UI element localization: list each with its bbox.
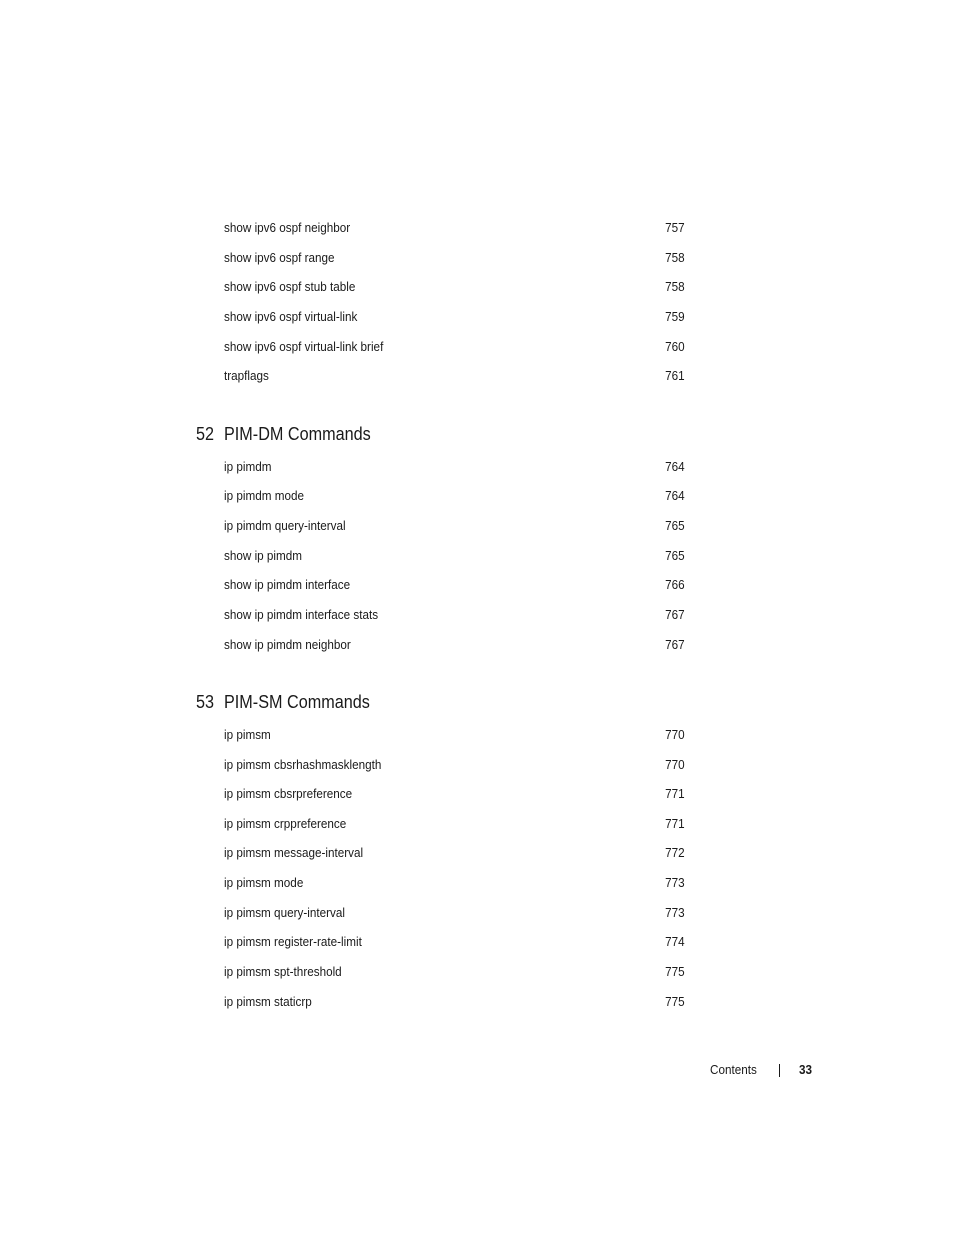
toc-entry[interactable] [224,932,685,952]
toc-entry[interactable] [224,516,685,536]
toc-entry-title: show ip pimdm neighbor [224,637,351,652]
toc-entry-title: show ipv6 ospf range [224,250,335,265]
toc-entry-page: 775 [665,964,685,979]
toc-entry-page: 771 [665,816,685,831]
toc-entry[interactable] [224,814,685,834]
toc-entry-title: show ip pimdm [224,548,303,563]
toc-entry-title: ip pimsm [224,727,271,742]
page-number: 33 [799,1062,813,1077]
toc-entry-page: 766 [665,577,685,592]
toc-entry-title: trapflags [224,368,269,383]
toc-entry-title: show ip pimdm interface stats [224,607,379,622]
toc-entry[interactable] [224,873,685,893]
toc-entry-title: ip pimsm cbsrpreference [224,786,353,801]
toc-entry-page: 767 [665,637,685,652]
toc-entry-page: 758 [665,279,685,294]
toc-entry-page: 770 [665,757,685,772]
toc-entry-page: 764 [665,459,685,474]
toc-entry-page: 770 [665,727,685,742]
toc-entry[interactable] [224,725,685,745]
toc-entry[interactable] [224,546,685,566]
footer-label: Contents [710,1062,757,1077]
toc-entry-page: 774 [665,934,685,949]
toc-entry[interactable] [224,575,685,595]
toc-entry-title: show ip pimdm interface [224,577,351,592]
chapter-number: 52 [196,424,215,444]
toc-entry[interactable] [224,605,685,625]
toc-entry-title: show ipv6 ospf virtual-link [224,309,358,324]
toc-entry[interactable] [224,784,685,804]
toc-entry[interactable] [224,218,685,238]
chapter-title: PIM-SM Commands [224,692,370,712]
toc-entry-title: ip pimsm query-interval [224,905,345,920]
toc-entry[interactable] [224,307,685,327]
toc-entry-title: ip pimsm register-rate-limit [224,934,362,949]
toc-entry-page: 759 [665,309,685,324]
toc-entry-title: ip pimdm [224,459,272,474]
toc-entry-page: 765 [665,548,685,563]
toc-entry-page: 767 [665,607,685,622]
toc-entry-page: 771 [665,786,685,801]
toc-entry-title: ip pimsm crppreference [224,816,347,831]
toc-entry-title: show ipv6 ospf neighbor [224,220,351,235]
toc-entry[interactable] [224,277,685,297]
toc-entry-title: ip pimsm spt-threshold [224,964,342,979]
toc-entry-page: 765 [665,518,685,533]
toc-entry-page: 758 [665,250,685,265]
toc-entry-title: ip pimsm staticrp [224,994,312,1009]
toc-entry-title: show ipv6 ospf stub table [224,279,356,294]
toc-entry[interactable] [224,843,685,863]
toc-entry[interactable] [224,337,685,357]
toc-entry-title: ip pimsm mode [224,875,304,890]
toc-entry[interactable] [224,962,685,982]
toc-entry[interactable] [224,755,685,775]
toc-entry-page: 764 [665,488,685,503]
toc-entry-page: 773 [665,905,685,920]
toc-entry[interactable] [224,457,685,477]
toc-entry-title: ip pimdm query-interval [224,518,346,533]
toc-entry-page: 757 [665,220,685,235]
toc-entry[interactable] [224,366,685,386]
toc-entry-page: 773 [665,875,685,890]
chapter-number: 53 [196,692,215,712]
toc-entry[interactable] [224,903,685,923]
toc-entry-page: 775 [665,994,685,1009]
chapter-title: PIM-DM Commands [224,424,371,444]
toc-entry[interactable] [224,486,685,506]
toc-entry[interactable] [224,992,685,1012]
toc-entry-title: show ipv6 ospf virtual-link brief [224,339,384,354]
toc-entry-page: 761 [665,368,685,383]
toc-entry-title: ip pimdm mode [224,488,304,503]
toc-entry-page: 760 [665,339,685,354]
toc-entry-title: ip pimsm cbsrhashmasklength [224,757,382,772]
toc-entry[interactable] [224,635,685,655]
footer-separator [779,1064,780,1077]
toc-entry-title: ip pimsm message-interval [224,845,364,860]
toc-entry-page: 772 [665,845,685,860]
toc-entry[interactable] [224,248,685,268]
